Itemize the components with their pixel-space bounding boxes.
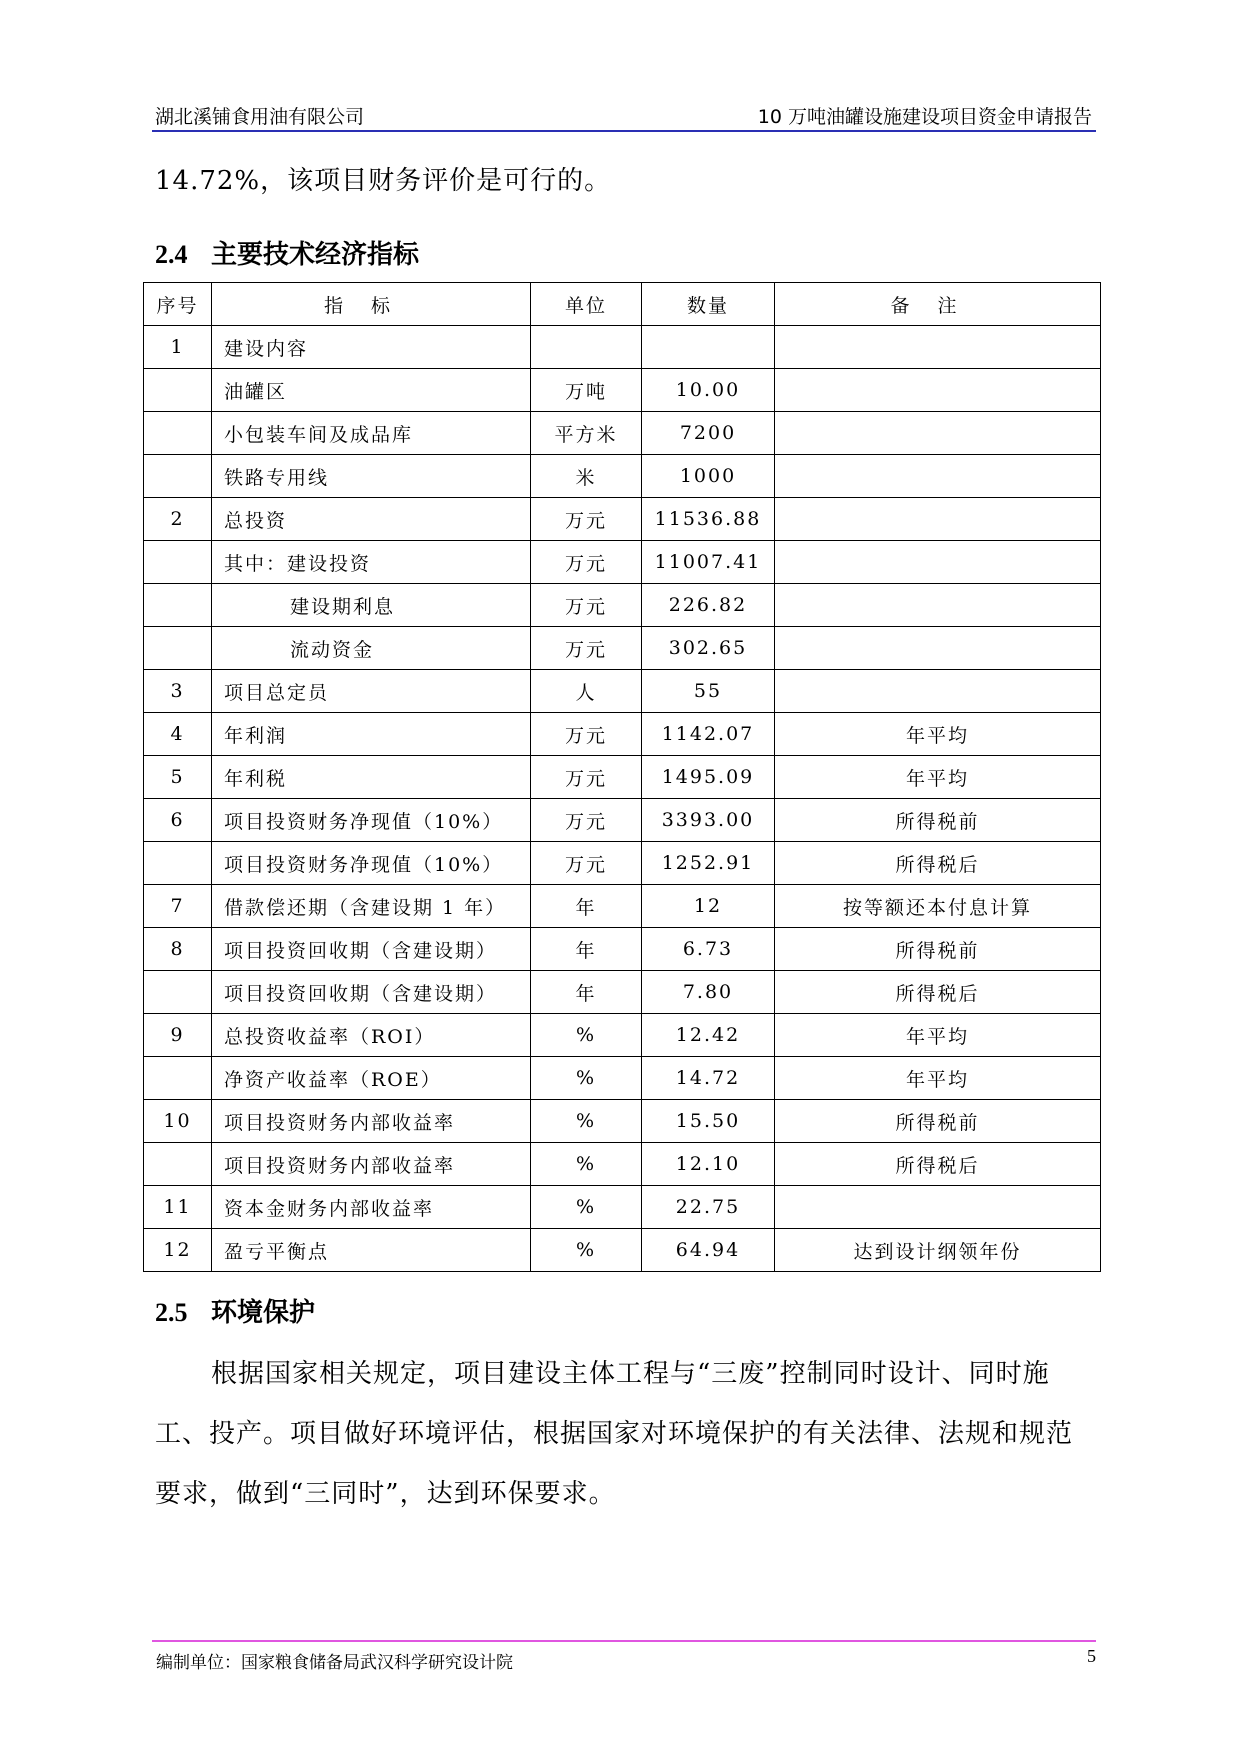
row-number-cell <box>144 541 212 584</box>
indicator-cell: 项目总定员 <box>212 670 531 713</box>
unit-cell: 年 <box>531 971 642 1014</box>
row-number-cell <box>144 1143 212 1186</box>
table-body <box>144 326 1101 1272</box>
unit-cell: 万元 <box>531 541 642 584</box>
table-row <box>144 369 1101 412</box>
indicator-cell: 项目投资财务内部收益率 <box>212 1100 531 1143</box>
unit-cell: 万元 <box>531 713 642 756</box>
value-cell: 1000 <box>642 455 775 498</box>
env-paragraph <box>155 1344 1099 1524</box>
row-number-cell: 7 <box>144 885 212 928</box>
table-row <box>144 1229 1101 1272</box>
indicator-cell: 资本金财务内部收益率 <box>212 1186 531 1229</box>
note-cell: 所得税后 <box>775 1143 1101 1186</box>
table-row <box>144 971 1101 1014</box>
row-number-cell: 10 <box>144 1100 212 1143</box>
table-row <box>144 1100 1101 1143</box>
table-row <box>144 584 1101 627</box>
indicator-cell: 借款偿还期（含建设期 1 年） <box>212 885 531 928</box>
footer-rule <box>152 1640 1096 1642</box>
indicator-cell: 项目投资回收期（含建设期） <box>212 928 531 971</box>
table-row <box>144 541 1101 584</box>
indicator-cell: 年利税 <box>212 756 531 799</box>
value-cell: 14.72 <box>642 1057 775 1100</box>
section-number: 2.4 <box>155 240 188 269</box>
value-cell: 6.73 <box>642 928 775 971</box>
note-cell <box>775 412 1101 455</box>
value-cell: 64.94 <box>642 1229 775 1272</box>
unit-cell: % <box>531 1186 642 1229</box>
unit-cell: 平方米 <box>531 412 642 455</box>
unit-cell: 米 <box>531 455 642 498</box>
unit-cell: 万元 <box>531 584 642 627</box>
table-row <box>144 498 1101 541</box>
unit-cell: 万元 <box>531 799 642 842</box>
note-cell: 所得税前 <box>775 1100 1101 1143</box>
indicator-cell: 项目投资回收期（含建设期） <box>212 971 531 1014</box>
indicator-cell: 项目投资财务内部收益率 <box>212 1143 531 1186</box>
value-cell: 22.75 <box>642 1186 775 1229</box>
value-cell: 302.65 <box>642 627 775 670</box>
table-row <box>144 842 1101 885</box>
note-cell: 所得税前 <box>775 928 1101 971</box>
indicator-cell: 年利润 <box>212 713 531 756</box>
value-cell: 55 <box>642 670 775 713</box>
row-number-cell: 5 <box>144 756 212 799</box>
unit-cell: 万元 <box>531 842 642 885</box>
row-number-cell: 12 <box>144 1229 212 1272</box>
footer-org: 编制单位：国家粮食储备局武汉科学研究设计院 <box>156 1653 513 1673</box>
unit-cell: % <box>531 1057 642 1100</box>
value-cell: 11536.88 <box>642 498 775 541</box>
table-row <box>144 885 1101 928</box>
row-number-cell <box>144 842 212 885</box>
indicators-table <box>143 282 1101 1272</box>
value-cell: 226.82 <box>642 584 775 627</box>
header-rule <box>152 130 1096 132</box>
report-title: 10 万吨油罐设施建设项目资金申请报告 <box>757 106 1092 128</box>
note-cell <box>775 541 1101 584</box>
row-number-cell: 6 <box>144 799 212 842</box>
table-row <box>144 326 1101 369</box>
header-unit: 单位 <box>531 283 642 326</box>
unit-cell: 人 <box>531 670 642 713</box>
note-cell: 所得税后 <box>775 842 1101 885</box>
note-cell <box>775 584 1101 627</box>
unit-cell: % <box>531 1143 642 1186</box>
note-cell <box>775 498 1101 541</box>
unit-cell: 万吨 <box>531 369 642 412</box>
row-number-cell: 1 <box>144 326 212 369</box>
indicator-cell: 建设内容 <box>212 326 531 369</box>
value-cell: 15.50 <box>642 1100 775 1143</box>
unit-cell: 年 <box>531 928 642 971</box>
indicator-cell: 铁路专用线 <box>212 455 531 498</box>
note-cell <box>775 627 1101 670</box>
row-number-cell: 4 <box>144 713 212 756</box>
note-cell: 年平均 <box>775 1057 1101 1100</box>
value-cell: 3393.00 <box>642 799 775 842</box>
env-paragraph-text: 根据国家相关规定，项目建设主体工程与“三废”控制同时设计、同时施工、投产。项目做好环境评估，根据国家对环境保护的有关法律、法规和规范要求，做到“三同时”，达到环保要求。 <box>155 1359 1074 1509</box>
value-cell: 12 <box>642 885 775 928</box>
indicator-cell: 流动资金 <box>212 627 531 670</box>
value-cell: 12.10 <box>642 1143 775 1186</box>
unit-cell: 年 <box>531 885 642 928</box>
row-number-cell <box>144 584 212 627</box>
unit-cell: 万元 <box>531 627 642 670</box>
value-cell: 11007.41 <box>642 541 775 584</box>
value-cell: 12.42 <box>642 1014 775 1057</box>
table-header-row <box>144 283 1101 326</box>
note-cell: 所得税前 <box>775 799 1101 842</box>
unit-cell: 万元 <box>531 498 642 541</box>
table-row <box>144 1057 1101 1100</box>
row-number-cell <box>144 369 212 412</box>
note-cell: 按等额还本付息计算 <box>775 885 1101 928</box>
indicator-cell: 项目投资财务净现值（10%） <box>212 842 531 885</box>
table-row <box>144 1014 1101 1057</box>
section-number: 2.5 <box>155 1298 188 1327</box>
note-cell: 年平均 <box>775 1014 1101 1057</box>
note-cell: 达到设计纲领年份 <box>775 1229 1101 1272</box>
row-number-cell: 8 <box>144 928 212 971</box>
indicator-cell: 油罐区 <box>212 369 531 412</box>
page-number: 5 <box>1087 1646 1096 1666</box>
unit-cell: % <box>531 1100 642 1143</box>
indicator-cell: 净资产收益率（ROE） <box>212 1057 531 1100</box>
note-cell <box>775 455 1101 498</box>
note-cell: 所得税后 <box>775 971 1101 1014</box>
indicator-cell: 总投资 <box>212 498 531 541</box>
value-cell: 1495.09 <box>642 756 775 799</box>
value-cell: 7200 <box>642 412 775 455</box>
value-cell: 1142.07 <box>642 713 775 756</box>
section-title: 主要技术经济指标 <box>211 240 420 270</box>
row-number-cell: 3 <box>144 670 212 713</box>
value-cell <box>642 326 775 369</box>
row-number-cell <box>144 412 212 455</box>
section-heading-2-5 <box>155 1292 315 1329</box>
row-number-cell <box>144 455 212 498</box>
indicator-cell: 小包装车间及成品库 <box>212 412 531 455</box>
unit-cell: % <box>531 1229 642 1272</box>
header-no: 序号 <box>144 283 212 326</box>
table-row <box>144 1143 1101 1186</box>
row-number-cell <box>144 627 212 670</box>
indicator-cell: 项目投资财务净现值（10%） <box>212 799 531 842</box>
indicator-cell: 其中：建设投资 <box>212 541 531 584</box>
indicator-cell: 总投资收益率（ROI） <box>212 1014 531 1057</box>
note-cell <box>775 670 1101 713</box>
value-cell: 7.80 <box>642 971 775 1014</box>
table-row <box>144 412 1101 455</box>
row-number-cell <box>144 1057 212 1100</box>
table-row <box>144 627 1101 670</box>
note-cell <box>775 326 1101 369</box>
row-number-cell: 2 <box>144 498 212 541</box>
header-item: 指标 <box>212 283 531 326</box>
unit-cell <box>531 326 642 369</box>
indicator-cell: 盈亏平衡点 <box>212 1229 531 1272</box>
row-number-cell: 9 <box>144 1014 212 1057</box>
section-title: 环境保护 <box>211 1298 316 1328</box>
value-cell: 1252.91 <box>642 842 775 885</box>
row-number-cell <box>144 971 212 1014</box>
table-row <box>144 799 1101 842</box>
indicator-cell: 建设期利息 <box>212 584 531 627</box>
table-row <box>144 928 1101 971</box>
table-row <box>144 455 1101 498</box>
table-row <box>144 713 1101 756</box>
company-name: 湖北溪铺食用油有限公司 <box>155 106 365 128</box>
header-note: 备注 <box>775 283 1101 326</box>
table-row <box>144 1186 1101 1229</box>
section-heading-2-4 <box>155 234 419 271</box>
row-number-cell: 11 <box>144 1186 212 1229</box>
intro-text: 14.72%，该项目财务评价是可行的。 <box>155 166 612 196</box>
note-cell <box>775 369 1101 412</box>
header-value: 数量 <box>642 283 775 326</box>
value-cell: 10.00 <box>642 369 775 412</box>
table-row <box>144 670 1101 713</box>
note-cell: 年平均 <box>775 756 1101 799</box>
page-header <box>152 100 1096 134</box>
unit-cell: % <box>531 1014 642 1057</box>
note-cell <box>775 1186 1101 1229</box>
note-cell: 年平均 <box>775 713 1101 756</box>
table-row <box>144 756 1101 799</box>
unit-cell: 万元 <box>531 756 642 799</box>
